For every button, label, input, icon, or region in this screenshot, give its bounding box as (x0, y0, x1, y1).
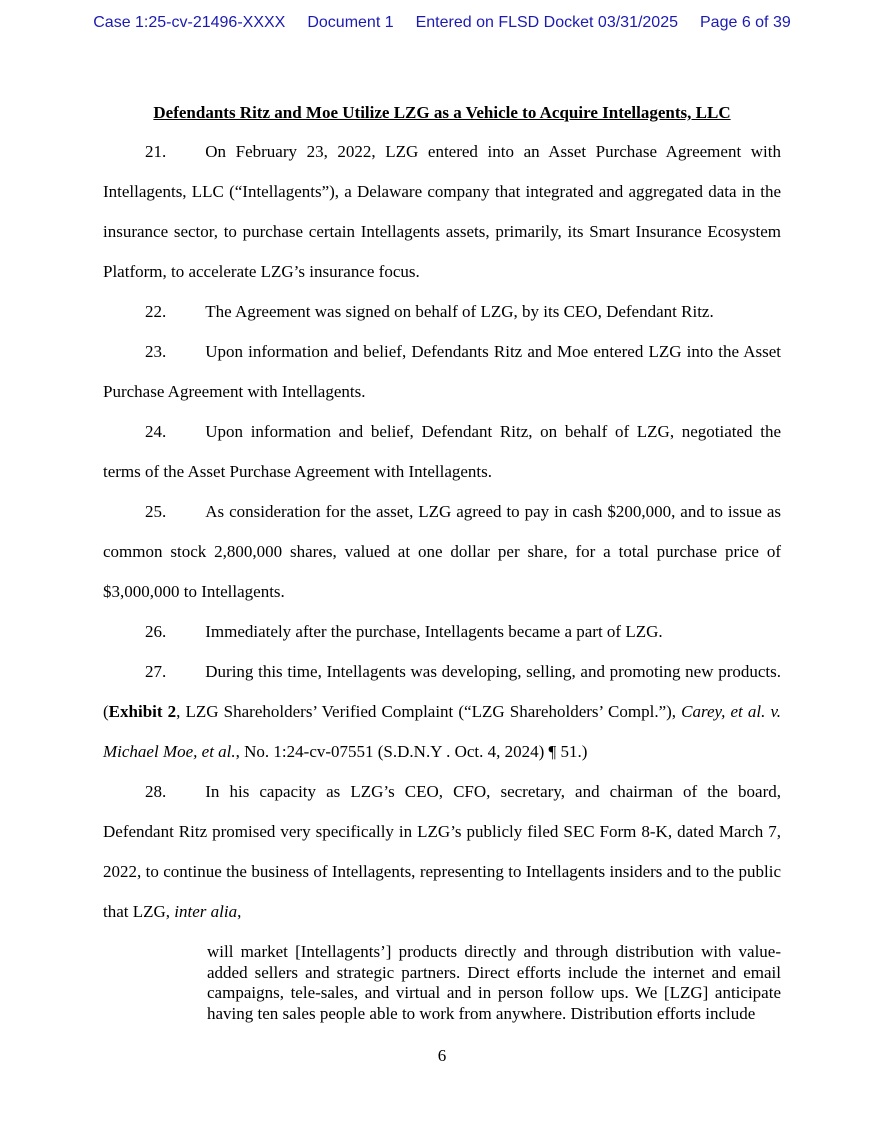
text-run: Exhibit 2 (108, 702, 177, 721)
document-body (103, 98, 781, 1024)
text-run: , No. 1:24-cv-07551 (S.D.N.Y . Oct. 4, 2024) ¶ 51.) (235, 742, 588, 761)
paragraph-number: 25. (145, 502, 167, 521)
paragraph-number: 23. (145, 342, 167, 361)
case-header (0, 14, 884, 32)
case-number: Case 1:25-cv-21496-XXXX (93, 14, 286, 31)
paragraph-number: 26. (145, 622, 167, 641)
numbered-paragraph (103, 412, 781, 492)
docket-entry: Entered on FLSD Docket 03/31/2025 (415, 14, 678, 31)
numbered-paragraph (103, 292, 781, 332)
paragraph-number: 24. (145, 422, 167, 441)
numbered-paragraph (103, 772, 781, 932)
text-run: Upon information and belief, Defendants Ritz and Moe entered LZG into the Asset Purchase Agreement with Intellagents. (103, 342, 781, 401)
section-heading: Defendants Ritz and Moe Utilize LZG as a Vehicle to Acquire Intellagents, LLC (153, 103, 731, 122)
text-run: On February 23, 2022, LZG entered into an Asset Purchase Agreement with Intellagents, LLC (“Intellagents”), a Delaware company that integrated and aggregated data in the insurance sector, to purchase certain Intellagents assets, primarily, its Smart Insurance Ecosystem Platform, to accelerate LZG’s insurance focus. (103, 142, 781, 281)
text-run: In his capacity as LZG’s CEO, CFO, secretary, and chairman of the board, Defendant Ritz promised very specifically in LZG’s publicly filed SEC Form 8-K, dated March 7, 2022, to continue the business of Intellagents, representing to Intellagents insiders and to the public that LZG, (103, 782, 781, 921)
text-run: , LZG Shareholders’ Verified Complaint (“LZG Shareholders’ Compl.”), (176, 702, 682, 721)
numbered-paragraph (103, 132, 781, 292)
text-run: , (237, 902, 242, 921)
numbered-paragraphs (103, 132, 781, 932)
paragraph-number: 21. (145, 142, 167, 161)
paragraph-number: 28. (145, 782, 167, 801)
page-number: 6 (437, 1046, 447, 1065)
text-run: Upon information and belief, Defendant Ritz, on behalf of LZG, negotiated the terms of the Asset Purchase Agreement with Intellagents. (103, 422, 781, 481)
text-run: During this time, Intellagents was developing, selling, and promoting new products. ( (103, 662, 781, 721)
paragraph-number: 22. (145, 302, 167, 321)
text-run: As consideration for the asset, LZG agreed to pay in cash $200,000, and to issue as common stock 2,800,000 shares, valued at one dollar per share, for a total purchase price of $3,000,000 to Intellagents. (103, 502, 781, 601)
document-number: Document 1 (307, 14, 394, 31)
page-indicator: Page 6 of 39 (700, 14, 791, 31)
paragraph-number: 27. (145, 662, 167, 681)
text-run: inter alia (174, 902, 238, 921)
block-quote: will market [Intellagents’] products directly and through distribution with value-added sellers and strategic partners. Direct efforts include the internet and email campaigns, tele-sales, and virtual and in person follow ups. We [LZG] anticipate having ten sales people able to work from anywhere. Distribution efforts include (207, 942, 781, 1023)
numbered-paragraph (103, 332, 781, 412)
numbered-paragraph (103, 652, 781, 772)
numbered-paragraph (103, 612, 781, 652)
text-run: The Agreement was signed on behalf of LZG, by its CEO, Defendant Ritz. (205, 302, 714, 321)
numbered-paragraph (103, 492, 781, 612)
text-run: Immediately after the purchase, Intellagents became a part of LZG. (205, 622, 663, 641)
text-run: Carey, et al. v. Michael Moe, et al. (103, 702, 781, 761)
